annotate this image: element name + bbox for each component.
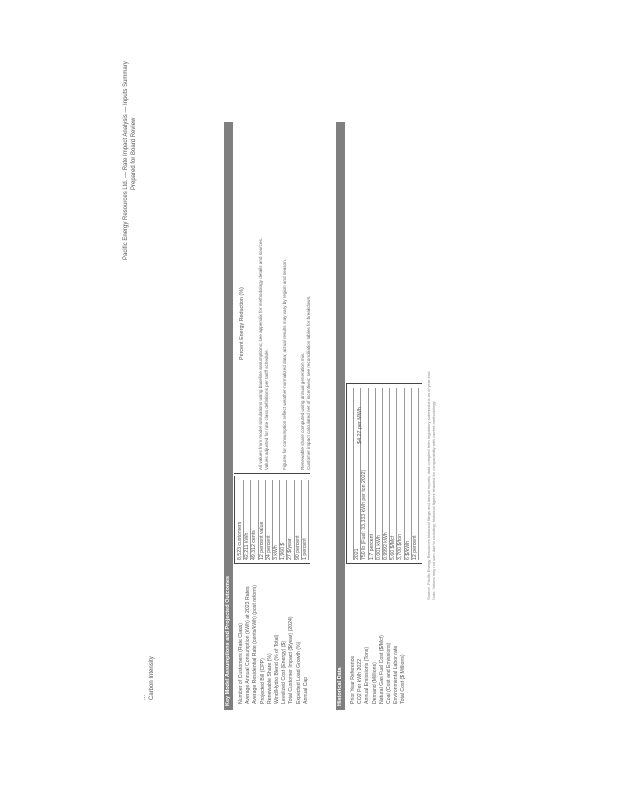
section1-title-band: Key Model Assumptions and Projected Outcomes [224, 122, 233, 710]
s1-label: Levelized Cost (Energy) ($) [281, 640, 288, 704]
s1-value: 1 percent [302, 480, 309, 560]
s1-label: Total Customer Impact ($/year) (2024) [288, 616, 295, 704]
s1-value: 12 percent value [259, 480, 266, 560]
s2-label: Demand (Millions) [371, 662, 378, 704]
header-left [140, 656, 156, 700]
s2-value: 6 $/kWh [405, 388, 412, 560]
s1-note: Renewable share computed using annual generation mix. [300, 352, 305, 470]
s2-col2-value: $4.27 per MWh [357, 407, 363, 444]
s2-value [347, 388, 354, 560]
s2-value: 12 percent [412, 388, 419, 560]
s2-footnotes [426, 371, 437, 600]
header-right-line1: Pacific Energy Resources Ltd. — Rate Impact Analysis — Inputs Summary [123, 61, 129, 260]
s2-label: Natural Gas Fuel Cost ($/Mcf) [378, 635, 385, 704]
s1-value: 42,211 kWh [244, 480, 251, 560]
s1-label: Renewable Share (%) [266, 653, 273, 704]
section1-labels [238, 585, 310, 704]
s1-divider-right [234, 473, 310, 474]
s1-label: Average Residential Rate (cents/kWh) (post reform) [252, 585, 259, 704]
s2-label: CO2 Per kWh 2022 [357, 659, 364, 704]
s2-value: 0.001 kWh [376, 388, 383, 560]
s1-value: 8,523 customers [237, 480, 244, 560]
s2-divider-left [346, 563, 422, 564]
s1-table-top-rule [234, 476, 235, 564]
s1-note: Figures for consumption reflect weather-normalized data; actual results may vary by region and season. [282, 259, 287, 470]
s1-divider-left [234, 563, 310, 564]
s1-note: All values from model simulations using baseline assumptions; see appendix for methodology details and sources. [258, 237, 263, 470]
s1-value: 24 percent [266, 480, 273, 560]
s2-footnote: Source: Pacific Energy Resources historical filings and annual reports; data compiled from regulatory submissions as of year-end. [426, 370, 431, 600]
s1-note: Values adjusted for rate class definitions per tariff schedule. [264, 349, 269, 470]
s1-label: Annual Cap [302, 676, 309, 704]
s1-label: Wind/Hydro Blend (% of Total) [273, 634, 280, 704]
s1-value: 49,312 cents [251, 480, 258, 560]
s2-value: 0.9992 kWh [383, 388, 390, 560]
s1-label: Number of Customers (Rate Class) [238, 622, 244, 704]
s1-value: 1,960 $ [280, 480, 287, 560]
s2-value: 5.60 $/Mcf [390, 388, 397, 560]
s1-col2-header: Percent Energy Reduction (%) [239, 287, 245, 360]
s1-label: Average Annual Consumption (kWh) at 2023 Rates [245, 586, 252, 704]
s2-value: 750 lb (Fuel: 33,333 kWh per ton 2022) [361, 388, 368, 560]
s2-label: Prior Year Reference [350, 655, 356, 704]
s2-divider-right [346, 383, 422, 384]
s2-label: Total Cost ($ Millions) [400, 654, 407, 704]
s1-label: Projected Bill (CPP) [259, 658, 266, 704]
s2-value: 2021 [354, 388, 361, 560]
s1-value: 27 $/year [287, 480, 294, 560]
s2-footnote: Note: Values may not sum due to rounding; historical figures restated for comparability with current methodology. [431, 400, 437, 600]
s1-label: Expected Load Growth (%) [295, 641, 302, 704]
s1-value: 90 percent [295, 480, 302, 560]
s2-value: 1.7 percent [369, 388, 376, 560]
header-right [122, 20, 138, 260]
s2-label: Annual Emissions (Tons) [364, 646, 371, 704]
s2-label: Environmental Labor rate [393, 645, 400, 704]
s1-notes [258, 238, 312, 470]
s2-label: Coal (Cost and Emissions) [385, 642, 392, 704]
header-right-line2: Prepared for Board Review [131, 117, 137, 190]
section2-title-band: Historical Data [336, 122, 345, 710]
header-left-line2: Carbon Intensity [149, 656, 155, 700]
section1-values [237, 480, 309, 560]
s1-note: Customer impact calculated net of incentives; see reconciliation tables for breakdown. [306, 295, 311, 470]
header-left-line1: ... [141, 694, 147, 700]
s1-value: 3 kWh [273, 480, 280, 560]
section2-labels [350, 635, 408, 704]
s2-value: 3,700 $/ton [397, 388, 404, 560]
